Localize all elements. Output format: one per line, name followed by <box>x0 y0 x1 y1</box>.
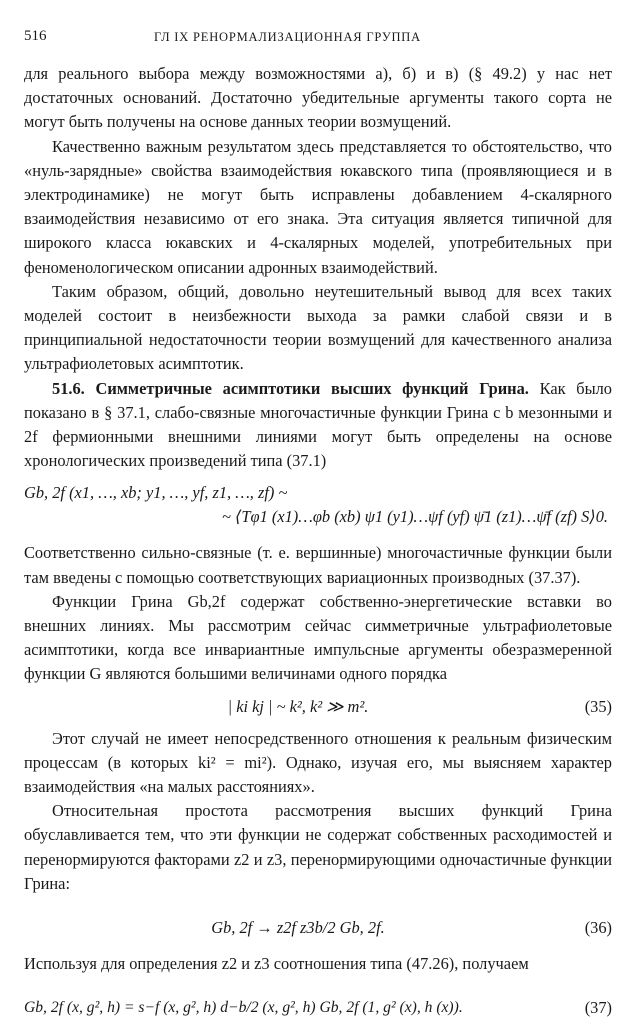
section-title: 51.6. Симметричные асимптотики высших функций Грина. <box>52 378 529 398</box>
paragraph-7: Этот случай не имеет непосредственного отношения к реальным физическим процессам (в которых ki² = mi²). Однако, изучая его, мы выясняем характер взаимодействия «на малых расстояниях». <box>24 728 612 797</box>
equation-371-line-2: ~ ⟨Tφ1 (x1)…φb (xb) ψ1 (y1)…ψf (yf) ψ̄1 (z1)…ψ̄f (zf) S⟩0. <box>222 507 608 527</box>
equation-35-number: (35) <box>584 696 612 716</box>
equation-36-number: (36) <box>584 918 612 938</box>
paragraph-4-text: Как было показано в § 37.1, слабо-связные многочастичные функции Грина с b мезонными и 2f фермионными внешними линиями могут быть определены на основе хронологических произведений типа (37.1) <box>24 378 612 471</box>
equation-36 <box>24 904 612 944</box>
page-body <box>24 62 612 1032</box>
paragraph-1: для реального выбора между возможностями а), б) и в) (§ 49.2) у нас нет достаточных оснований. Достаточно убедительные аргументы такого сорта не могут быть получены на основе данных теории возмущений. <box>24 64 612 132</box>
page-number: 516 <box>24 28 47 44</box>
running-head: ГЛ IX РЕНОРМАЛИЗАЦИОННАЯ ГРУППА <box>154 30 421 44</box>
paragraph-3: Таким образом, общий, довольно неутешительный вывод для всех таких моделей состоит в неизбежности выхода за рамки слабой связи и в принципиальной недостаточности теории возмущений для качественного анализа ультрафиолетовых асимптотик. <box>24 281 612 374</box>
paragraph-6: Функции Грина Gb,2f содержат собственно-энергетические вставки во внешних линиях. Мы рассмотрим сейчас симметричные ультрафиолетовые асимптотики, когда все инвариантные импульсные аргументы обезразмеренной функции G являются большими величинами одного порядка <box>24 591 612 684</box>
paragraph-8: Относительная простота рассмотрения высших функций Грина обуславливается тем, что эти функции не содержат собственных расходимостей и перенормируются факторами z2 и z3, перенормирующими одночастичные функции Грина: <box>24 801 612 893</box>
equation-35 <box>24 695 612 719</box>
paragraph-5: Соответственно сильно-связные (т. е. вершинные) многочастичные функции были там введены с помощью соответствующих вариационных производных (37.37). <box>24 543 612 587</box>
paragraph-2: Качественно важным результатом здесь представляется то обстоятельство, что «нуль-зарядные» свойства взаимодействия юкавского типа (проявляющиеся и в электродинамике) не могут быть исправлены добавлением 4-скалярного взаимодействия независимо от его знака. Эта ситуация является типичной для широкого класса юкавских и 4-скалярных моделей, употребительных при феноменологическом описании адронных взаимодействий. <box>24 136 612 277</box>
equation-35-body: | ki kj | ~ k², k² ≫ m². <box>227 696 369 716</box>
equation-37-number: (37) <box>584 998 612 1018</box>
equation-371 <box>24 481 612 533</box>
equation-36-body: Gb, 2f → z2f z3b/2 Gb, 2f. <box>211 918 385 938</box>
paragraph-9: Используя для определения z2 и z3 соотношения типа (47.26), получаем <box>24 954 529 974</box>
equation-371-line-1: Gb, 2f (x1, …, xb; y1, …, yf, z1, …, zf) ~ <box>24 483 288 503</box>
page-header <box>24 28 600 48</box>
equation-37-body: Gb, 2f (x, g², h) = s−f (x, g², h) d−b/2 (x, g², h) Gb, 2f (1, g² (x), h (x)). <box>24 999 463 1017</box>
equation-37 <box>24 984 612 1024</box>
paragraph-4 <box>24 377 612 474</box>
